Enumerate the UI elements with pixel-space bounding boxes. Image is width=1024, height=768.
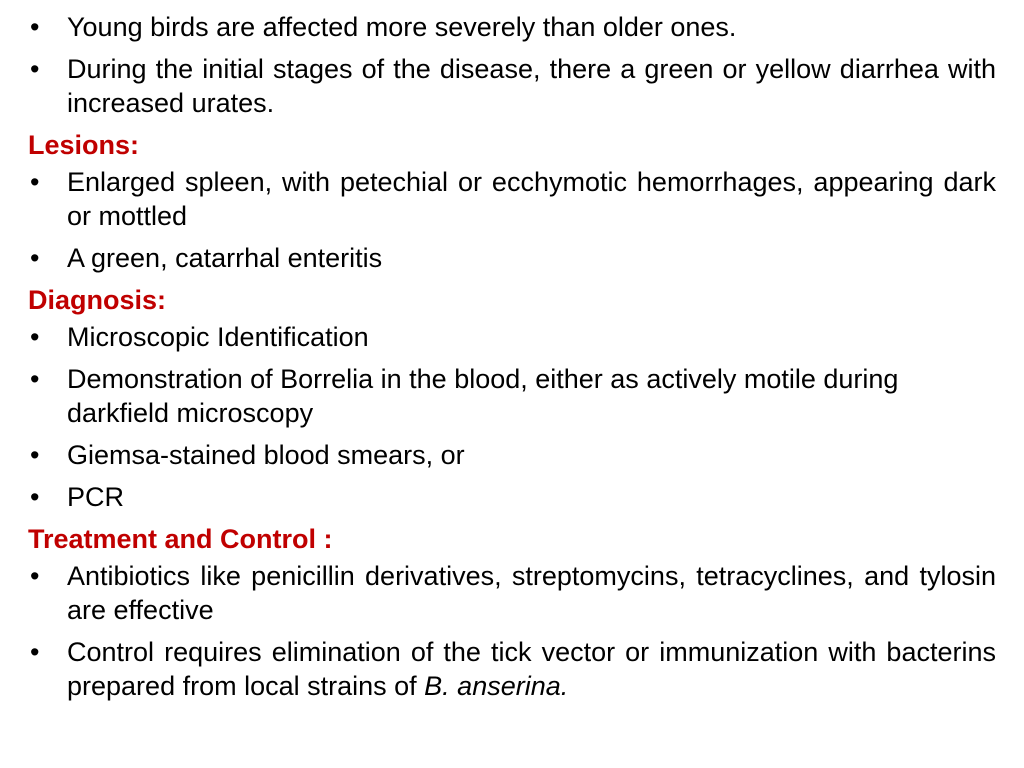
list-item	[28, 438, 996, 472]
bullet-icon: •	[30, 364, 40, 394]
diagnosis-list	[28, 320, 996, 514]
list-item	[28, 480, 996, 514]
item-text: A green, catarrhal enteritis	[67, 243, 383, 273]
diagnosis-heading: Diagnosis:	[28, 285, 167, 315]
lesions-list	[28, 165, 996, 275]
bullet-icon: •	[30, 322, 40, 352]
item-text: Enlarged spleen, with petechial or ecchymotic hemorrhages, appearing dark or mottled	[67, 167, 996, 231]
species-name: B. anserina.	[424, 671, 569, 701]
bullet-icon: •	[30, 167, 40, 197]
bullet-icon: •	[30, 637, 40, 667]
item-text: Young birds are affected more severely than older ones.	[67, 12, 737, 42]
item-text: PCR	[67, 482, 125, 512]
bullet-icon: •	[30, 440, 40, 470]
item-text: Demonstration of Borrelia in the blood, either as actively motile during darkfield microscopy	[67, 364, 899, 428]
bullet-icon: •	[30, 12, 40, 42]
list-item	[28, 362, 996, 430]
treatment-heading: Treatment and Control :	[28, 524, 333, 554]
bullet-icon: •	[30, 243, 40, 273]
item-text: Antibiotics like penicillin derivatives, streptomycins, tetracyclines, and tylosin are effective	[67, 561, 996, 625]
lesions-heading: Lesions:	[28, 130, 140, 160]
list-item	[28, 320, 996, 354]
bullet-icon: •	[30, 482, 40, 512]
list-item	[28, 165, 996, 233]
treatment-list	[28, 559, 996, 703]
item-text: Control requires elimination of the tick vector or immunization with bacterins prepared from local strains of	[67, 637, 996, 701]
intro-list	[28, 10, 996, 120]
list-item	[28, 241, 996, 275]
list-item	[28, 52, 996, 120]
bullet-icon: •	[30, 54, 40, 84]
item-text: Giemsa-stained blood smears, or	[67, 440, 465, 470]
list-item	[28, 635, 996, 703]
bullet-icon: •	[30, 561, 40, 591]
list-item	[28, 559, 996, 627]
item-text: Microscopic Identification	[67, 322, 369, 352]
item-text: During the initial stages of the disease, there a green or yellow diarrhea with increased urates.	[67, 54, 996, 118]
list-item	[28, 10, 996, 44]
